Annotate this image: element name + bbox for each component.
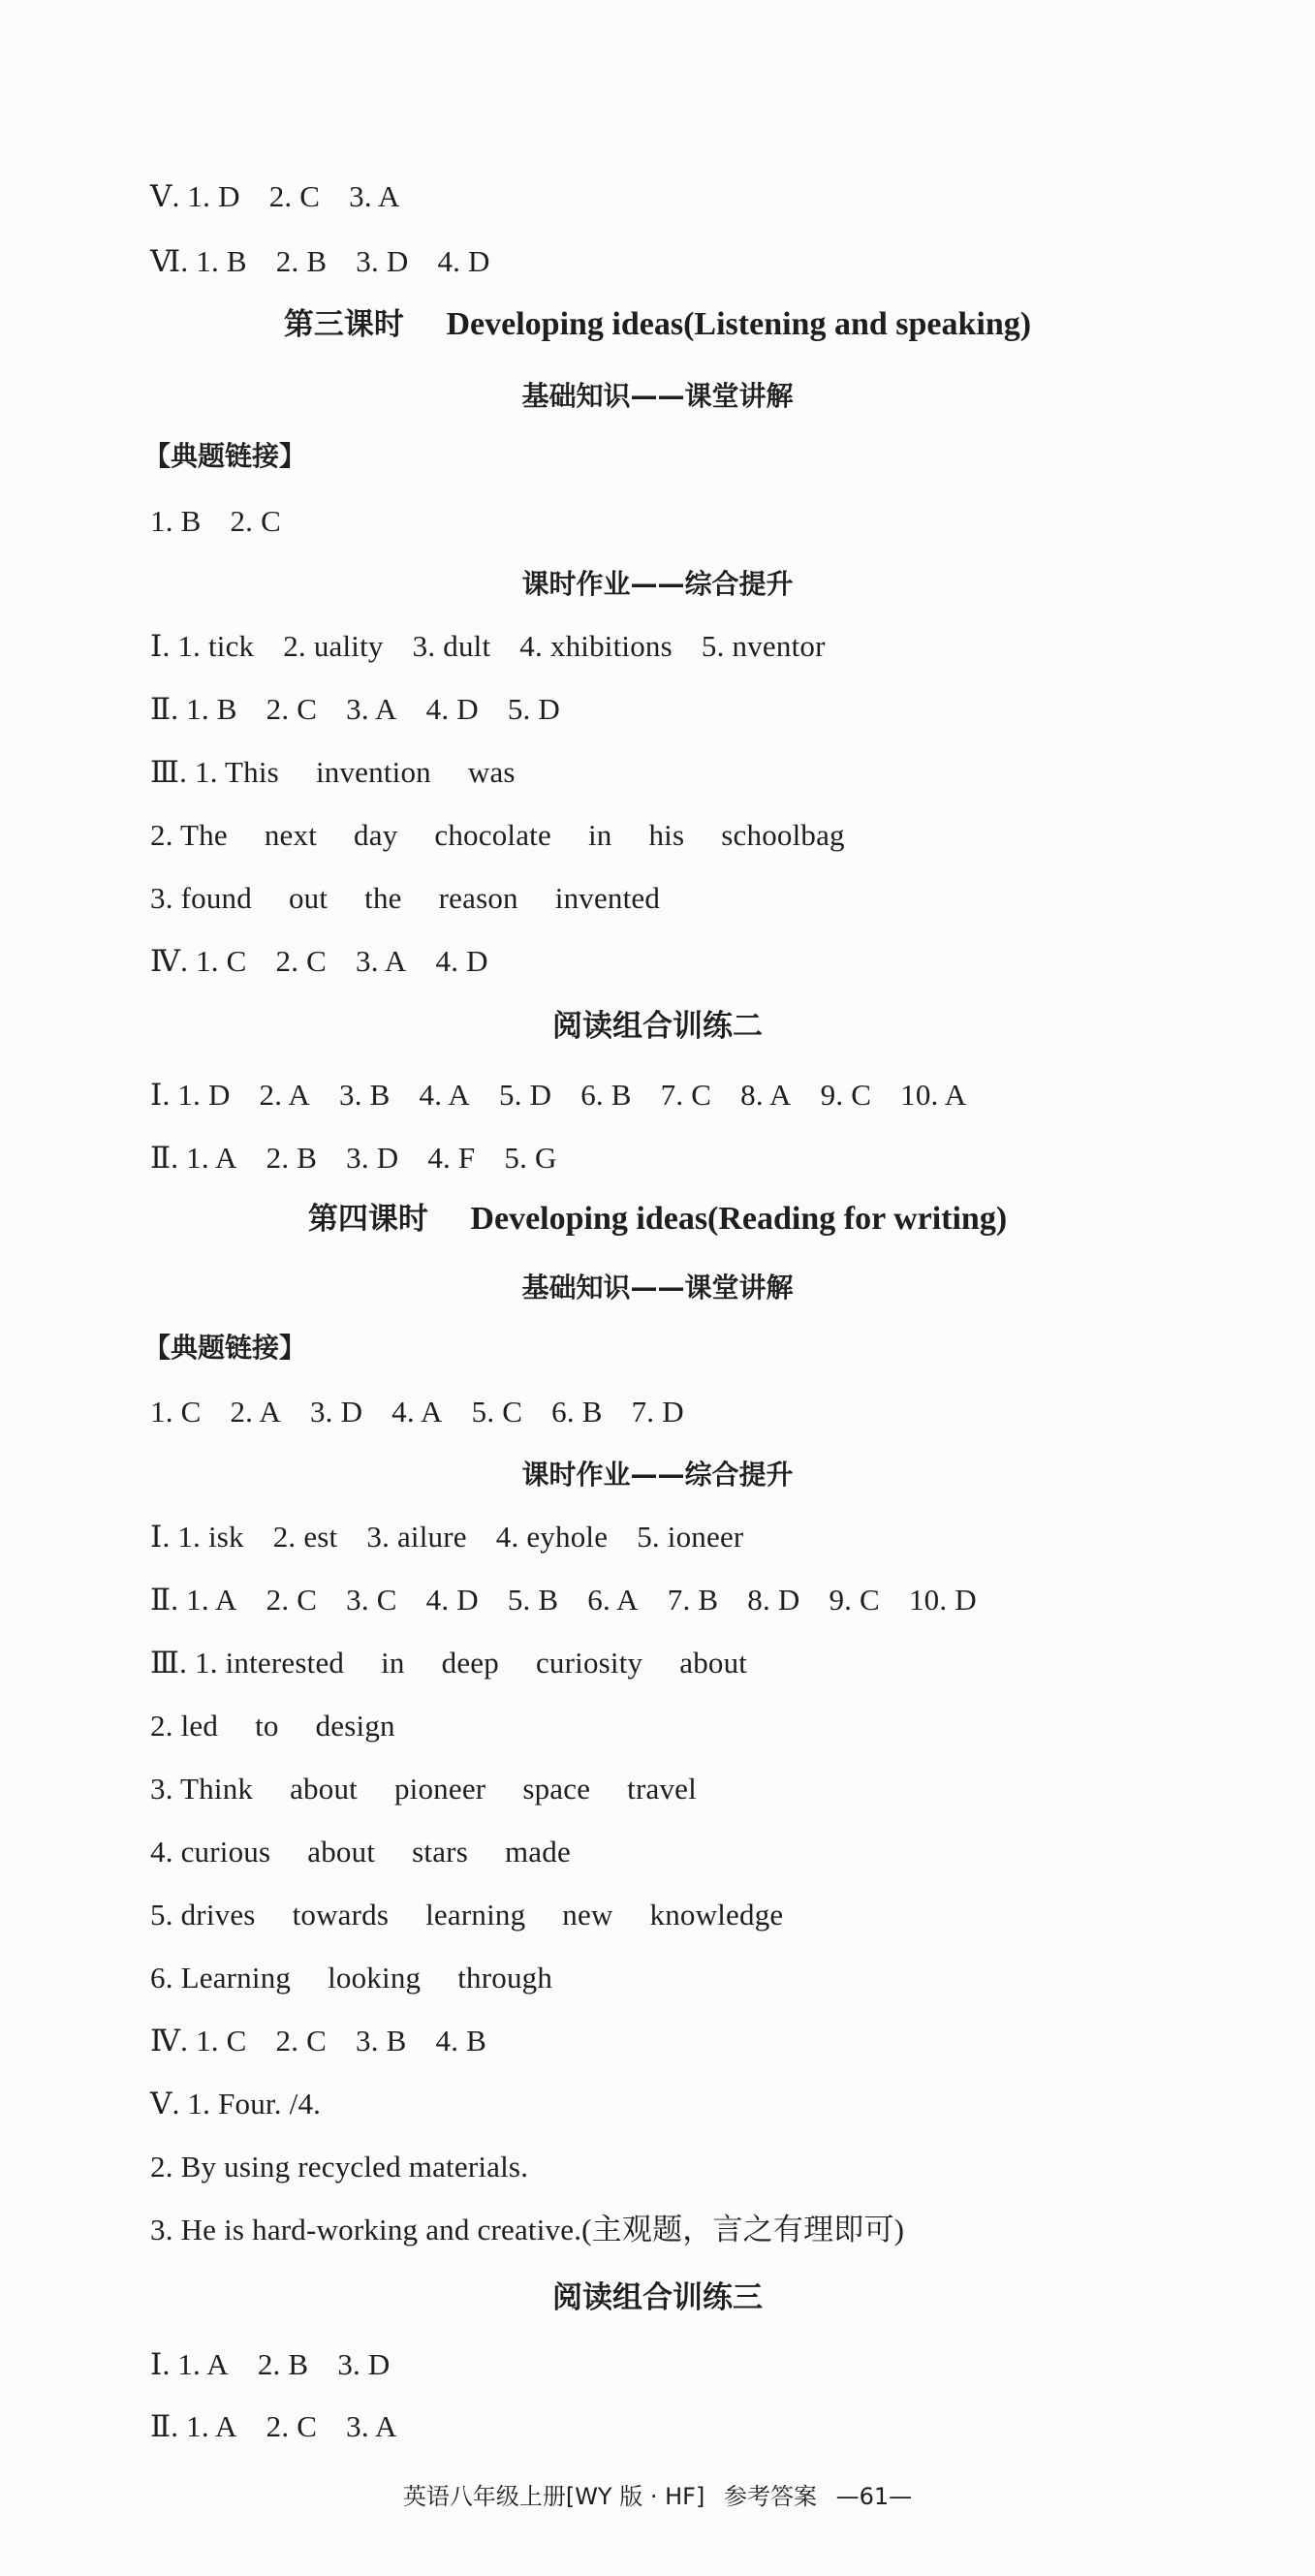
answer-item: 2. C [266, 692, 318, 726]
section-3-en-title: Developing ideas(Listening and speaking) [446, 306, 1032, 342]
answer-item: 6. Learning [150, 1961, 292, 1995]
answer-item: 3. dult [412, 629, 491, 663]
answer-item: Ⅱ. 1. A [150, 1141, 237, 1175]
answer-item: new [562, 1898, 613, 1932]
answer-item: 4. D [435, 944, 488, 978]
answer-line-s4-v-1: Ⅴ. 1. Four. /4. [150, 2087, 322, 2120]
answer-item: looking [328, 1961, 422, 1995]
answer-item: design [315, 1709, 395, 1743]
answer-item: 2. uality [283, 629, 384, 663]
answer-item: 6. B [551, 1395, 603, 1429]
answer-line-s4-iii-1 [150, 1644, 747, 1682]
answer-item: schoolbag [721, 818, 845, 852]
answer-item: chocolate [434, 818, 551, 852]
answer-item: deep [441, 1646, 499, 1680]
answer-line-r3-ii [150, 2407, 397, 2446]
answer-item: his [648, 818, 685, 852]
answer-line-v-top [150, 177, 400, 216]
answer-item: 2. C [268, 179, 321, 213]
answer-line-s4-v-3: 3. He is hard-working and creative.(主观题，言之有理即可) [150, 2213, 905, 2246]
answer-item: Ⅰ. 1. isk [150, 1520, 244, 1554]
subheading-homework-1: 课时作业——综合提升 [521, 568, 794, 600]
answer-item: in [381, 1646, 405, 1680]
answer-line-r2-ii [150, 1139, 557, 1178]
footer-page-number: —61— [835, 2483, 913, 2510]
answer-item: 2. led [150, 1709, 219, 1743]
section-4-heading [0, 1199, 1315, 1240]
answer-item: 3. found [150, 881, 252, 915]
answer-item: the [364, 881, 402, 915]
answer-item: 10. A [900, 1078, 967, 1112]
answer-item: 4. D [437, 244, 490, 278]
answer-item: 2. B [275, 244, 328, 278]
section-4-en-title: Developing ideas(Reading for writing) [470, 1201, 1008, 1237]
answer-item: stars [412, 1835, 468, 1869]
answer-item: 7. D [631, 1395, 684, 1429]
answer-item: 10. D [908, 1583, 977, 1617]
answer-item: knowledge [649, 1898, 784, 1932]
answer-item: 5. D [507, 692, 560, 726]
answer-line-s4-v-2: 2. By using recycled materials. [150, 2150, 529, 2183]
answer-item: 8. D [747, 1583, 800, 1617]
answer-item: 6. B [580, 1078, 632, 1112]
answer-item: Ⅱ. 1. A [150, 2409, 237, 2443]
answer-item: 4. curious [150, 1835, 271, 1869]
answer-item: made [504, 1835, 571, 1869]
answer-item: 2. C [230, 504, 281, 538]
answer-item: 2. C [275, 944, 328, 978]
reading-training-3-heading: 阅读组合训练三 [552, 2280, 763, 2315]
answer-item: travel [627, 1772, 697, 1806]
reading-training-2-heading: 阅读组合训练二 [552, 1009, 763, 1044]
answer-item: in [587, 818, 612, 852]
answer-item: 7. B [667, 1583, 719, 1617]
answer-item: 2. The [150, 818, 228, 852]
answer-item: towards [292, 1898, 390, 1932]
answer-item: reason [438, 881, 518, 915]
subheading-homework-2: 课时作业——综合提升 [521, 1459, 794, 1491]
answer-item: 8. A [740, 1078, 792, 1112]
answer-item: 2. A [259, 1078, 311, 1112]
answer-item: next [264, 818, 318, 852]
answer-item: out [288, 881, 329, 915]
section-3-heading [0, 304, 1315, 345]
answer-item: 4. F [427, 1141, 476, 1175]
answer-item: invented [554, 881, 661, 915]
answer-item: 3. D [309, 1395, 363, 1429]
answer-item: 5. drives [150, 1898, 256, 1932]
answer-item: Ⅴ. 1. D [150, 179, 240, 213]
answer-item: 2. B [266, 1141, 318, 1175]
answer-line-r3-i [150, 2345, 391, 2384]
section-4-cn-title: 第四课时 [307, 1202, 428, 1237]
answer-item: day [354, 818, 398, 852]
answer-line-s4-i [150, 1518, 743, 1556]
answer-item: about [307, 1835, 376, 1869]
page-footer [0, 2481, 1315, 2512]
answer-line-s3-iii-1 [150, 753, 516, 792]
answer-item: 3. D [346, 1141, 399, 1175]
tag-example-link-1: 【典题链接】 [143, 440, 307, 472]
answer-line-s3-iii-3 [150, 879, 660, 918]
answer-item: 3. D [356, 244, 409, 278]
answer-item: 3. B [356, 2024, 407, 2058]
answer-item: Ⅰ. 1. tick [150, 629, 255, 663]
answer-item: Ⅱ. 1. A [150, 1583, 237, 1617]
answer-item: 4. eyhole [495, 1520, 609, 1554]
answer-item: 2. C [266, 1583, 318, 1617]
answer-item: 5. C [471, 1395, 523, 1429]
answer-item: 5. nventor [701, 629, 826, 663]
answer-item: 4. A [419, 1078, 470, 1112]
answer-item: 1. B [150, 504, 202, 538]
answer-item: 2. est [272, 1520, 338, 1554]
answer-item: about [679, 1646, 748, 1680]
answer-line-s4-iii-3 [150, 1770, 697, 1808]
answer-item: 3. C [346, 1583, 397, 1617]
answer-item: invention [315, 755, 431, 789]
subheading-basic-knowledge-2: 基础知识——课堂讲解 [521, 1272, 794, 1304]
answer-item: 4. xhibitions [519, 629, 673, 663]
answer-line-s3-example [150, 502, 281, 541]
answer-line-s4-iii-4 [150, 1833, 571, 1871]
section-3-cn-title: 第三课时 [283, 307, 404, 342]
answer-item: 3. D [337, 2347, 391, 2381]
answer-item: 5. B [507, 1583, 559, 1617]
answer-item: 9. C [829, 1583, 880, 1617]
answer-item: 2. B [257, 2347, 309, 2381]
answer-item: 7. C [660, 1078, 712, 1112]
answer-item: 1. C [150, 1395, 202, 1429]
answer-item: to [255, 1709, 279, 1743]
answer-item: through [457, 1961, 553, 1995]
footer-section-label: 参考答案 [723, 2483, 817, 2510]
answer-line-s4-iv [150, 2022, 486, 2060]
answer-item: 5. ioneer [637, 1520, 744, 1554]
answer-item: 9. C [820, 1078, 872, 1112]
answer-item: Ⅲ. 1. This [150, 755, 279, 789]
answer-line-s3-iii-2 [150, 816, 845, 855]
answer-item: Ⅱ. 1. B [150, 692, 237, 726]
answer-item: about [290, 1772, 358, 1806]
answer-item: Ⅰ. 1. D [150, 1078, 231, 1112]
answer-item: 2. C [275, 2024, 328, 2058]
answer-item: 4. B [435, 2024, 486, 2058]
answer-item: 5. G [504, 1141, 557, 1175]
answer-item: 3. A [346, 692, 397, 726]
footer-book-title: 英语八年级上册[WY 版 · HF] [402, 2483, 705, 2510]
answer-line-s4-example [150, 1393, 684, 1431]
answer-item: 3. A [349, 179, 400, 213]
answer-line-s4-iii-2 [150, 1707, 395, 1745]
answer-item: 2. A [230, 1395, 281, 1429]
answer-item: space [522, 1772, 591, 1806]
answer-line-s4-ii [150, 1581, 977, 1619]
answer-item: 4. D [425, 1583, 479, 1617]
answer-line-s3-ii [150, 690, 560, 729]
answer-line-s3-i [150, 627, 826, 666]
answer-item: 5. D [499, 1078, 552, 1112]
answer-line-vi-top [150, 242, 490, 281]
answer-item: 3. A [346, 2409, 397, 2443]
answer-item: Ⅵ. 1. B [150, 244, 247, 278]
tag-example-link-2: 【典题链接】 [143, 1332, 307, 1364]
answer-item: 3. Think [150, 1772, 254, 1806]
answer-item: 6. A [587, 1583, 639, 1617]
answer-item: 3. ailure [366, 1520, 467, 1554]
answer-item: pioneer [393, 1772, 486, 1806]
answer-item: Ⅳ. 1. C [150, 2024, 247, 2058]
answer-item: Ⅳ. 1. C [150, 944, 247, 978]
answer-item: was [467, 755, 516, 789]
answer-item: 4. A [391, 1395, 443, 1429]
answer-line-s4-iii-6 [150, 1959, 552, 1997]
answer-item: 2. C [266, 2409, 318, 2443]
answer-item: 3. A [356, 944, 407, 978]
answer-item: 3. B [339, 1078, 391, 1112]
answer-line-s3-iv [150, 942, 488, 981]
answer-line-s4-iii-5 [150, 1896, 783, 1934]
answer-item: Ⅰ. 1. A [150, 2347, 229, 2381]
subheading-basic-knowledge-1: 基础知识——课堂讲解 [521, 380, 794, 412]
answer-line-r2-i [150, 1076, 966, 1115]
answer-item: Ⅲ. 1. interested [150, 1646, 345, 1680]
answer-item: learning [425, 1898, 526, 1932]
answer-item: 4. D [425, 692, 479, 726]
answer-item: curiosity [535, 1646, 643, 1680]
